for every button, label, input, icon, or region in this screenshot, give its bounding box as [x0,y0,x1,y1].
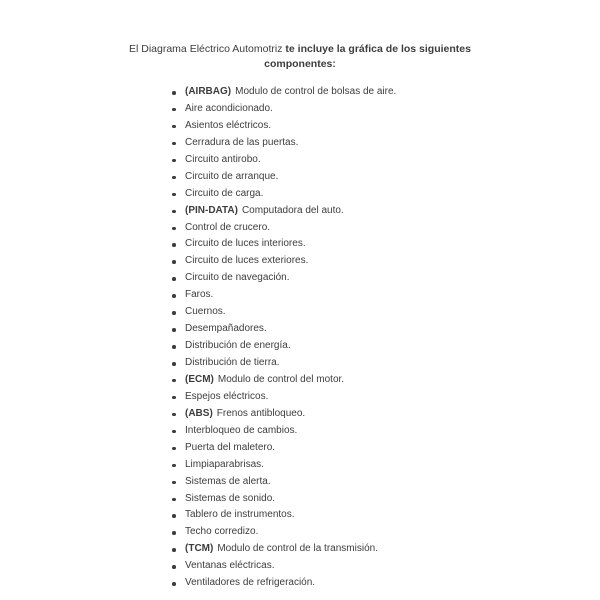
bullet-icon [172,159,176,163]
component-text: Desempañadores. [185,323,267,335]
component-code: (AIRBAG) [185,86,232,97]
list-item [170,270,396,287]
intro-normal-text: El Diagrama Eléctrico Automotriz [129,43,283,55]
component-text: Ventiladores de refrigeración. [185,577,316,589]
list-item [170,457,396,474]
component-text: Sistemas de sonido. [185,492,276,504]
component-text: Sistemas de alerta. [185,475,271,487]
bullet-icon [172,125,176,129]
component-text: Modulo de control de bolsas de aire. [235,86,397,97]
component-text: Circuito de luces exteriores. [185,255,309,267]
component-text: Computadora del auto. [241,204,344,216]
component-code: (ECM) [185,373,214,385]
list-item [170,118,396,135]
list-item [170,355,396,372]
component-text: Ventanas eléctricas. [185,560,275,572]
component-list [170,84,396,592]
list-item [170,440,396,457]
component-text: Aire acondicionado. [185,102,273,114]
component-text: Distribución de energía. [185,340,291,352]
bullet-icon [172,91,176,95]
bullet-icon [172,481,176,485]
bullet-icon [172,548,176,552]
bullet-icon [172,565,176,569]
component-text: Circuito de carga. [185,187,264,199]
component-code: (ABS) [185,407,213,419]
component-code: (PIN-DATA) [185,204,238,216]
list-item [170,575,396,592]
list-item [170,287,396,304]
bullet-icon [172,227,176,231]
list-item [170,389,396,406]
bullet-icon [172,531,176,535]
bullet-icon [172,108,176,112]
list-item [170,406,396,423]
list-item [170,507,396,524]
bullet-icon [172,193,176,197]
list-item [170,558,396,575]
list-item [170,423,396,440]
component-text: Modulo de control de la transmisión. [217,543,378,555]
bullet-icon [172,243,176,247]
component-code: (TCM) [185,543,214,555]
list-item [170,304,396,321]
list-item [170,169,396,186]
bullet-icon [172,210,176,214]
bullet-icon [172,498,176,502]
bullet-icon [172,362,176,366]
bullet-icon [172,396,176,400]
list-item [170,152,396,169]
bullet-icon [172,277,176,281]
bullet-icon [172,328,176,332]
bullet-icon [172,260,176,264]
component-text: Asientos eléctricos. [185,119,272,131]
bullet-icon [172,294,176,298]
bullet-icon [172,430,176,434]
list-item [170,186,396,203]
list-item [170,253,396,270]
bullet-icon [172,582,176,586]
component-text: Circuito de luces interiores. [185,238,306,250]
component-text: Circuito de navegación. [185,272,290,284]
list-item [170,84,396,101]
component-text: Circuito antirobo. [185,153,261,165]
list-item [170,220,396,237]
component-text: Faros. [185,289,214,301]
component-text: Cuernos. [185,306,226,318]
list-item [170,321,396,338]
bullet-icon [172,413,176,417]
component-text: Distribución de tierra. [185,357,280,368]
component-text: Frenos antibloqueo. [216,407,306,419]
list-item [170,491,396,508]
bullet-icon [172,379,176,383]
list-item [170,135,396,152]
bullet-icon [172,142,176,146]
component-text: Espejos eléctricos. [185,390,269,402]
bullet-icon [172,514,176,518]
list-item [170,101,396,118]
list-item [170,338,396,355]
bullet-icon [172,176,176,180]
list-item [170,372,396,389]
component-text: Tablero de instrumentos. [185,509,295,521]
component-text: Control de crucero. [185,221,271,233]
component-text: Techo corredizo. [185,526,259,538]
intro-paragraph [120,42,480,72]
list-item [170,203,396,220]
list-item [170,524,396,541]
component-text: Limpiaparabrisas. [185,458,264,470]
list-item [170,474,396,491]
bullet-icon [172,447,176,451]
component-text: Circuito de arranque. [185,170,279,182]
component-text: Cerradura de las puertas. [185,136,299,148]
component-text: Puerta del maletero. [185,441,276,453]
bullet-icon [172,464,176,468]
component-text: Interbloqueo de cambios. [185,424,298,436]
list-item [170,541,396,558]
intro-bold-text: te incluye la gráfica de los siguientes componentes: [264,43,471,70]
bullet-icon [172,345,176,349]
list-item [170,236,396,253]
component-text: Modulo de control del motor. [217,373,345,385]
bullet-icon [172,311,176,315]
